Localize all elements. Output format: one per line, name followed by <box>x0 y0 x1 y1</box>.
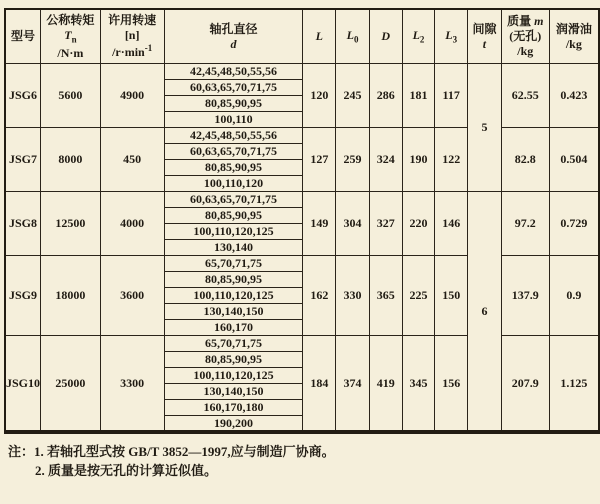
col-header-speed <box>100 9 164 63</box>
col-header-D: D <box>369 9 402 63</box>
model-label: 型号 <box>11 29 36 44</box>
mass-title: 质量 m <box>507 14 544 29</box>
gap-title: 间隙 <box>472 21 497 36</box>
table-row <box>5 255 599 271</box>
col-header-L2: $L_2$ <box>402 9 435 63</box>
diameter-cell: 65,70,71,75 <box>164 335 303 351</box>
speed-cell: 4000 <box>100 191 164 255</box>
diameter-D-cell: 327 <box>369 191 402 255</box>
speed-cell: 3300 <box>100 335 164 432</box>
torque-symbol: $T_n$ <box>64 27 77 45</box>
diameter-D-cell: 324 <box>369 127 402 191</box>
speed-unit: $/r\cdot\min^{-1}$ <box>112 43 153 60</box>
diameter-cell: 100,110,120,125 <box>164 287 303 303</box>
length-L-cell: 120 <box>303 63 336 127</box>
diameter-cell: 42,45,48,50,55,56 <box>164 127 303 143</box>
gap-cell: 6 <box>468 191 502 432</box>
mass-paren: (无孔) <box>509 29 542 44</box>
model-cell: JSG6 <box>5 63 41 127</box>
diameter-cell: 60,63,65,70,71,75 <box>164 191 303 207</box>
diameter-cell: 60,63,65,70,71,75 <box>164 79 303 95</box>
col-header-L3: $L_3$ <box>435 9 468 63</box>
diameter-cell: 130,140 <box>164 239 303 255</box>
gap-symbol: t <box>482 36 487 51</box>
oil-cell: 0.504 <box>549 127 599 191</box>
length-L0-cell: 374 <box>336 335 370 432</box>
header-row <box>5 9 599 63</box>
diameter-cell: 100,110,120,125 <box>164 367 303 383</box>
note-prefix: 注： <box>8 443 35 459</box>
torque-cell: 5600 <box>41 63 101 127</box>
diameter-cell: 42,45,48,50,55,56 <box>164 63 303 79</box>
length-L-cell: 184 <box>303 335 336 432</box>
length-L2-cell: 345 <box>402 335 435 432</box>
footnote-2: 2. 质量是按无孔的计算近似值。 <box>35 463 218 479</box>
length-L3-cell: 156 <box>435 335 468 432</box>
col-header-gap <box>468 9 502 63</box>
length-L-cell: 127 <box>303 127 336 191</box>
diameter-cell: 60,63,65,70,71,75 <box>164 143 303 159</box>
oil-cell: 1.125 <box>549 335 599 432</box>
oil-cell: 0.423 <box>549 63 599 127</box>
length-L0-cell: 245 <box>336 63 370 127</box>
speed-symbol: [n] <box>124 28 140 43</box>
torque-unit: /N·m <box>57 45 84 60</box>
diameter-D-cell: 419 <box>369 335 402 432</box>
length-L2-cell: 190 <box>402 127 435 191</box>
oil-cell: 0.729 <box>549 191 599 255</box>
bore-title: 轴孔直径 <box>209 21 258 36</box>
torque-cell: 25000 <box>41 335 101 432</box>
bore-symbol: d <box>230 36 237 51</box>
torque-title: 公称转矩 <box>46 12 95 27</box>
model-cell: JSG8 <box>5 191 41 255</box>
col-header-torque <box>41 9 101 63</box>
diameter-D-cell: 286 <box>369 63 402 127</box>
diameter-cell: 190,200 <box>164 415 303 432</box>
col-header-oil <box>549 9 599 63</box>
model-cell: JSG10 <box>5 335 41 432</box>
diameter-cell: 160,170 <box>164 319 303 335</box>
length-L2-cell: 225 <box>402 255 435 335</box>
diameter-cell: 80,85,90,95 <box>164 351 303 367</box>
length-L3-cell: 117 <box>435 63 468 127</box>
table-row <box>5 191 599 207</box>
model-cell: JSG9 <box>5 255 41 335</box>
diameter-cell: 80,85,90,95 <box>164 207 303 223</box>
footnotes <box>8 442 600 481</box>
diameter-cell: 100,110,120,125 <box>164 223 303 239</box>
table-row <box>5 63 599 79</box>
torque-cell: 8000 <box>41 127 101 191</box>
length-L0-cell: 304 <box>336 191 370 255</box>
spec-table-body <box>5 63 599 432</box>
length-L2-cell: 181 <box>402 63 435 127</box>
diameter-cell: 130,140,150 <box>164 303 303 319</box>
table-row <box>5 127 599 143</box>
table-row <box>5 335 599 351</box>
col-header-bore-diameter <box>164 9 303 63</box>
speed-cell: 4900 <box>100 63 164 127</box>
speed-title: 许用转速 <box>108 13 157 28</box>
coupling-spec-table <box>4 8 600 434</box>
diameter-cell: 80,85,90,95 <box>164 271 303 287</box>
diameter-cell: 130,140,150 <box>164 383 303 399</box>
mass-cell: 82.8 <box>501 127 549 191</box>
length-L3-cell: 150 <box>435 255 468 335</box>
mass-cell: 62.55 <box>501 63 549 127</box>
length-L-cell: 149 <box>303 191 336 255</box>
speed-cell: 450 <box>100 127 164 191</box>
torque-cell: 12500 <box>41 191 101 255</box>
oil-title: 润滑油 <box>555 21 592 36</box>
length-L3-cell: 146 <box>435 191 468 255</box>
mass-cell: 137.9 <box>501 255 549 335</box>
length-L0-cell: 259 <box>336 127 370 191</box>
col-header-L0: $L_0$ <box>336 9 370 63</box>
mass-cell: 207.9 <box>501 335 549 432</box>
mass-cell: 97.2 <box>501 191 549 255</box>
length-L0-cell: 330 <box>336 255 370 335</box>
length-L2-cell: 220 <box>402 191 435 255</box>
model-cell: JSG7 <box>5 127 41 191</box>
diameter-cell: 80,85,90,95 <box>164 159 303 175</box>
length-L-cell: 162 <box>303 255 336 335</box>
col-header-mass <box>501 9 549 63</box>
mass-unit: /kg <box>517 44 534 59</box>
scanned-table-page <box>0 8 600 504</box>
diameter-cell: 100,110 <box>164 111 303 127</box>
col-header-L: L <box>303 9 336 63</box>
diameter-cell: 65,70,71,75 <box>164 255 303 271</box>
oil-cell: 0.9 <box>549 255 599 335</box>
speed-cell: 3600 <box>100 255 164 335</box>
length-L3-cell: 122 <box>435 127 468 191</box>
oil-unit: /kg <box>565 36 582 51</box>
torque-cell: 18000 <box>41 255 101 335</box>
diameter-cell: 100,110,120 <box>164 175 303 191</box>
diameter-cell: 80,85,90,95 <box>164 95 303 111</box>
footnote-1: 注：1. 若轴孔型式按 GB/T 3852—1997,应与制造厂协商。 <box>8 443 335 459</box>
diameter-D-cell: 365 <box>369 255 402 335</box>
col-header-model <box>5 9 41 63</box>
gap-cell: 5 <box>468 63 502 191</box>
diameter-cell: 160,170,180 <box>164 399 303 415</box>
